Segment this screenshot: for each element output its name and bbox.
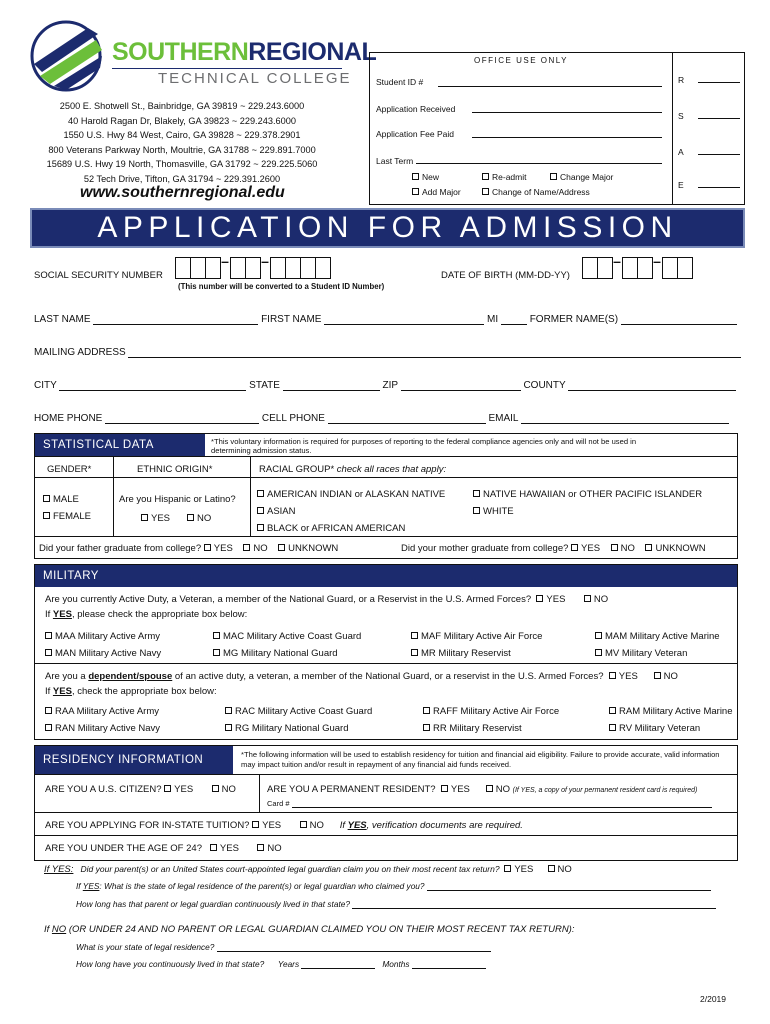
app-fee-label: Application Fee Paid (376, 129, 454, 139)
checkbox[interactable] (609, 672, 616, 679)
s-label: S (678, 111, 684, 121)
mv-option[interactable]: MV Military Veteran (595, 648, 687, 659)
r-label: R (678, 75, 685, 85)
checkbox[interactable] (213, 649, 220, 656)
your-state-question: What is your state of legal residence? (76, 942, 491, 952)
rac-option[interactable]: RAC Military Active Coast Guard (225, 706, 372, 717)
checkbox[interactable] (252, 821, 259, 828)
mac-option[interactable]: MAC Military Active Coast Guard (213, 631, 361, 642)
email-label: EMAIL (488, 413, 519, 424)
residency-note: *The following information will be used to establish residency for tuition and financial aid eligibility. Failure to provide accurate, valid information may impact tuition and/or result in repayment of any financial aid funds received. (241, 750, 720, 769)
mailing-row (34, 347, 741, 358)
checkbox[interactable] (571, 544, 578, 551)
perm-note: (If YES, a copy of your permanent resident card is required) (512, 787, 698, 794)
checkbox[interactable] (45, 649, 52, 656)
male-option[interactable]: MALE (43, 494, 79, 505)
checkbox[interactable] (482, 173, 489, 180)
checkbox[interactable] (609, 707, 616, 714)
parent-duration-question: How long has that parent or legal guardian continuously lived in that state? (76, 899, 716, 909)
mother-no[interactable]: NO (611, 543, 635, 554)
county-field[interactable] (568, 381, 736, 391)
student-id-field[interactable] (438, 77, 662, 87)
checkbox[interactable] (423, 707, 430, 714)
card-row: Card # (267, 799, 712, 808)
new-option[interactable]: New (412, 172, 439, 182)
maa-option[interactable]: MAA Military Active Army (45, 631, 160, 642)
permanent-resident-question: ARE YOU A PERMANENT RESIDENT? YES NO (If YES, a copy of your permanent resident card is required) (267, 784, 698, 795)
checkbox[interactable] (204, 544, 211, 551)
address-line: 1550 U.S. Hwy 84 West, Cairo, GA 39828 ~ 229.378.2901 (63, 130, 301, 141)
campus-addresses (32, 99, 332, 187)
divider (113, 456, 114, 536)
checkbox[interactable] (278, 544, 285, 551)
checkbox[interactable] (45, 707, 52, 714)
checkbox[interactable] (486, 785, 493, 792)
checkbox[interactable] (473, 507, 480, 514)
residency-section (34, 745, 738, 861)
address-line: 800 Veterans Parkway North, Moultrie, GA 31788 ~ 229.891.7000 (48, 144, 316, 155)
a-field[interactable] (698, 145, 740, 155)
checkbox[interactable] (550, 173, 557, 180)
checkbox[interactable] (45, 632, 52, 639)
name-row (34, 314, 744, 325)
checkbox[interactable] (43, 495, 50, 502)
checkbox[interactable] (212, 785, 219, 792)
checkbox[interactable] (257, 524, 264, 531)
divider (35, 774, 737, 775)
military-q1-no[interactable]: NO (584, 594, 608, 605)
statistical-title: STATISTICAL DATA (35, 434, 205, 456)
city-field[interactable] (59, 381, 246, 391)
rr-option[interactable]: RR Military Reservist (423, 723, 522, 734)
city-label: CITY (34, 380, 57, 391)
race-black[interactable]: BLACK or AFRICAN AMERICAN (257, 523, 405, 534)
race-native-hawaiian[interactable]: NATIVE HAWAIIAN or OTHER PACIFIC ISLANDER (473, 489, 702, 500)
ran-option[interactable]: RAN Military Active Navy (45, 723, 160, 734)
divider (35, 456, 737, 457)
race-white[interactable]: WHITE (473, 506, 514, 517)
race-asian[interactable]: ASIAN (257, 506, 296, 517)
divider (35, 835, 737, 836)
age-yes[interactable]: YES (210, 843, 239, 854)
cell-phone-field[interactable] (328, 414, 486, 424)
divider (35, 663, 737, 664)
residency-title: RESIDENCY INFORMATION (35, 746, 233, 774)
checkbox[interactable] (584, 595, 591, 602)
checkbox[interactable] (411, 632, 418, 639)
email-field[interactable] (521, 414, 729, 424)
page-title: APPLICATION FOR ADMISSION (30, 208, 745, 248)
divider (259, 774, 260, 812)
statistical-section (34, 433, 738, 559)
mailing-label: MAILING ADDRESS (34, 347, 126, 358)
father-question: Did your father graduate from college? YES NO UNKNOWN (39, 543, 339, 554)
change-major-option[interactable]: Change Major (550, 172, 613, 182)
app-received-field[interactable] (472, 103, 662, 113)
divider (35, 812, 737, 813)
checkbox[interactable] (225, 724, 232, 731)
phone-row (34, 413, 729, 424)
address-line: 2500 E. Shotwell St., Bainbridge, GA 39819 ~ 229.243.6000 (59, 101, 305, 111)
parent-claim-question: If YES: Did your parent(s) or an United States court-appointed legal guardian claim you on their most recent tax return? YES NO (44, 864, 572, 875)
checkbox[interactable] (257, 490, 264, 497)
race-american-indian[interactable]: AMERICAN INDIAN or ALASKAN NATIVE (257, 489, 445, 500)
first-name-field[interactable] (324, 315, 484, 325)
home-phone-label: HOME PHONE (34, 413, 103, 424)
parent-state-question: If YES: What is the state of legal residence of the parent(s) or legal guardian who claimed you? (76, 881, 711, 891)
dob-label: DATE OF BIRTH (MM-DD-YY) (441, 270, 570, 281)
instate-no[interactable]: NO (300, 820, 324, 831)
office-use-box (369, 52, 745, 205)
mr-option[interactable]: MR Military Reservist (411, 648, 511, 659)
mg-option[interactable]: MG Military National Guard (213, 648, 338, 659)
e-field[interactable] (698, 178, 740, 188)
father-unknown[interactable]: UNKNOWN (278, 543, 338, 554)
checkbox[interactable] (473, 490, 480, 497)
divider (35, 536, 737, 537)
former-name-label: FORMER NAME(S) (529, 314, 619, 325)
zip-field[interactable] (401, 381, 521, 391)
former-name-field[interactable] (621, 315, 737, 325)
female-option[interactable]: FEMALE (43, 511, 91, 522)
military-q2-yes[interactable]: YES (609, 671, 638, 682)
father-no[interactable]: NO (243, 543, 267, 554)
mi-label: MI (487, 314, 499, 325)
readmit-option[interactable]: Re-admit (482, 172, 526, 182)
ssn-label: SOCIAL SECURITY NUMBER (34, 270, 163, 281)
military-q1: Are you currently Active Duty, a Veteran, a member of the National Guard, or a Reservist in the U.S. Armed Forces? YES NO (45, 594, 609, 605)
logo-tagline: TECHNICAL COLLEGE (158, 70, 352, 87)
mam-option[interactable]: MAM Military Active Marine (595, 631, 720, 642)
checkbox[interactable] (548, 865, 555, 872)
military-section (34, 564, 738, 740)
parent-duration-field[interactable] (352, 901, 716, 909)
gender-header: GENDER* (47, 464, 92, 475)
checkbox[interactable] (213, 632, 220, 639)
military-q1-yes[interactable]: YES (536, 594, 565, 605)
checkbox[interactable] (210, 844, 217, 851)
cell-phone-label: CELL PHONE (261, 413, 325, 424)
checkbox[interactable] (504, 865, 511, 872)
military-q2-no[interactable]: NO (654, 671, 678, 682)
checkbox[interactable] (187, 514, 194, 521)
instate-question: ARE YOU APPLYING FOR IN-STATE TUITION? YES NO If YES, verification documents are required. (45, 820, 523, 831)
mother-unknown[interactable]: UNKNOWN (645, 543, 705, 554)
checkbox[interactable] (482, 188, 489, 195)
home-phone-field[interactable] (105, 414, 259, 424)
logo-southern: SOUTHERN (112, 38, 249, 66)
checkbox[interactable] (412, 173, 419, 180)
instate-note: If YES, verification documents are required. (339, 820, 523, 831)
address-line: 52 Tech Drive, Tifton, GA 31794 ~ 229.391.2600 (83, 173, 281, 184)
raa-option[interactable]: RAA Military Active Army (45, 706, 159, 717)
county-label: COUNTY (523, 380, 566, 391)
your-state-field[interactable] (217, 944, 491, 952)
raff-option[interactable]: RAFF Military Active Air Force (423, 706, 559, 717)
citizen-no[interactable]: NO (212, 784, 236, 795)
ram-option[interactable]: RAM Military Active Marine (609, 706, 733, 717)
military-q2-follow: If YES, check the appropriate box below: (45, 686, 217, 697)
man-option[interactable]: MAN Military Active Navy (45, 648, 161, 659)
mother-question: Did your mother graduate from college? YES NO UNKNOWN (401, 543, 706, 554)
statistical-note: *This voluntary information is required for purposes of reporting to the federal compliance agencies only and will not be used in determining admission status. (211, 437, 637, 455)
military-title: MILITARY (35, 565, 737, 587)
hispanic-no[interactable]: NO (187, 513, 211, 524)
r-field[interactable] (698, 73, 740, 83)
last-term-label: Last Term (376, 156, 414, 166)
hispanic-yes[interactable]: YES (141, 513, 170, 524)
office-divider-v (672, 53, 673, 204)
maf-option[interactable]: MAF Military Active Air Force (411, 631, 542, 642)
your-duration-question: How long have you continuously lived in that state? Years Months (76, 959, 486, 969)
checkbox[interactable] (225, 707, 232, 714)
citizen-yes[interactable]: YES (164, 784, 193, 795)
perm-no[interactable]: NO (486, 784, 510, 795)
e-label: E (678, 180, 684, 190)
city-row (34, 380, 736, 391)
mother-yes[interactable]: YES (571, 543, 600, 554)
last-name-field[interactable] (93, 315, 258, 325)
app-fee-field[interactable] (472, 128, 662, 138)
checkbox[interactable] (257, 844, 264, 851)
app-received-label: Application Received (376, 104, 456, 114)
revision-date: 2/2019 (700, 994, 726, 1004)
first-name-label: FIRST NAME (261, 314, 322, 325)
checkbox[interactable] (536, 595, 543, 602)
hispanic-question: Are you Hispanic or Latino? (119, 494, 236, 505)
checkbox[interactable] (43, 512, 50, 519)
last-term-field[interactable] (416, 154, 662, 164)
dob-boxes[interactable]: – – (582, 257, 692, 279)
s-field[interactable] (698, 109, 740, 119)
zip-label: ZIP (382, 380, 398, 391)
years-field[interactable] (301, 961, 375, 969)
checkbox[interactable] (423, 724, 430, 731)
logo-swoosh-icon (28, 20, 106, 92)
ssn-note: (This number will be converted to a Student ID Number) (178, 282, 385, 291)
ethnic-header: ETHNIC ORIGIN* (137, 464, 213, 475)
parent-claim-yes[interactable]: YES (504, 864, 533, 874)
father-yes[interactable]: YES (204, 543, 233, 554)
ssn-boxes[interactable]: – – (175, 257, 330, 279)
a-label: A (678, 147, 684, 157)
website[interactable]: www.southernregional.edu (80, 184, 285, 201)
citizen-question: ARE YOU A U.S. CITIZEN? YES NO (45, 784, 236, 795)
checkbox[interactable] (645, 544, 652, 551)
mi-field[interactable] (501, 315, 527, 325)
logo-regional: REGIONAL (248, 38, 377, 66)
parent-claim-no[interactable]: NO (548, 864, 572, 874)
rg-option[interactable]: RG Military National Guard (225, 723, 349, 734)
racial-header: RACIAL GROUP* check all races that apply: (259, 464, 447, 475)
rv-option[interactable]: RV Military Veteran (609, 723, 700, 734)
state-label: STATE (249, 380, 280, 391)
military-q2: Are you a dependent/spouse of an active duty, a veteran, a member of the National Guard, or a reservist in the U.S. Armed Forces? YES NO (45, 671, 678, 682)
student-id-label: Student ID # (376, 77, 424, 87)
mailing-field[interactable] (128, 348, 741, 358)
card-field[interactable] (292, 800, 712, 808)
checkbox[interactable] (595, 649, 602, 656)
checkbox[interactable] (141, 514, 148, 521)
change-name-option[interactable]: Change of Name/Address (482, 187, 590, 197)
parent-state-field[interactable] (427, 883, 711, 891)
age-no[interactable]: NO (257, 843, 281, 854)
instate-yes[interactable]: YES (252, 820, 281, 831)
address-line: 40 Harold Ragan Dr, Blakely, GA 39823 ~ 229.243.6000 (68, 115, 296, 126)
divider (250, 456, 251, 536)
checkbox[interactable] (164, 785, 171, 792)
checkbox[interactable] (243, 544, 250, 551)
age-question: ARE YOU UNDER THE AGE OF 24? YES NO (45, 843, 282, 854)
state-field[interactable] (283, 381, 380, 391)
checkbox[interactable] (300, 821, 307, 828)
checkbox[interactable] (654, 672, 661, 679)
months-field[interactable] (412, 961, 486, 969)
address-line: 15689 U.S. Hwy 19 North, Thomasville, GA 31792 ~ 229.225.5060 (46, 159, 318, 170)
military-q1-follow: If YES, please check the appropriate box below: (45, 609, 248, 620)
logo-divider (112, 68, 342, 69)
divider (35, 477, 737, 478)
checkbox[interactable] (595, 632, 602, 639)
college-logo (28, 20, 377, 90)
checkbox[interactable] (412, 188, 419, 195)
checkbox[interactable] (45, 724, 52, 731)
office-use-title: OFFICE USE ONLY (474, 56, 568, 65)
last-name-label: LAST NAME (34, 314, 91, 325)
checkbox[interactable] (257, 507, 264, 514)
if-no-heading: If NO (OR UNDER 24 AND NO PARENT OR LEGAL GUARDIAN CLAIMED YOU ON THEIR MOST RECENT TAX RETURN): (44, 924, 575, 935)
checkbox[interactable] (411, 649, 418, 656)
checkbox[interactable] (441, 785, 448, 792)
perm-yes[interactable]: YES (441, 784, 470, 795)
add-major-option[interactable]: Add Major (412, 187, 461, 197)
checkbox[interactable] (611, 544, 618, 551)
checkbox[interactable] (609, 724, 616, 731)
